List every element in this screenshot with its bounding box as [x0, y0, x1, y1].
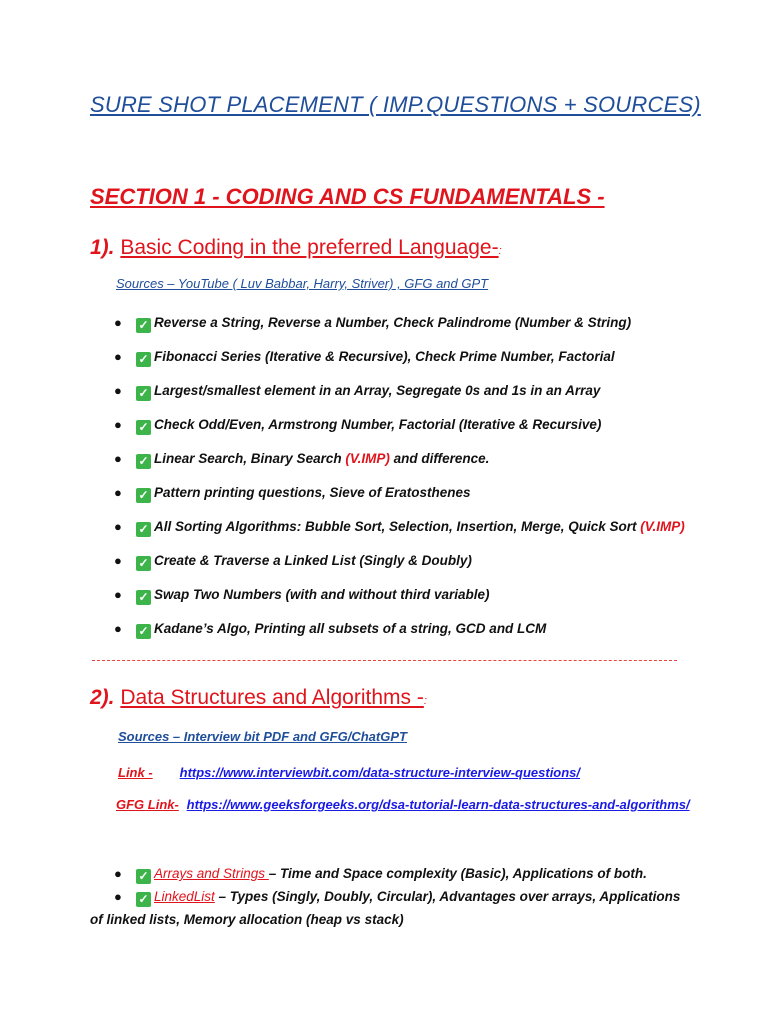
list-item	[90, 552, 710, 586]
interviewbit-link-row	[118, 765, 580, 780]
check-mark-icon: ✓	[136, 454, 151, 469]
gfg-link-label: GFG Link-	[116, 797, 179, 812]
bullet-icon: ●	[114, 621, 122, 636]
item-text: – Time and Space complexity (Basic), Applications of both.	[268, 866, 647, 881]
list-item	[90, 348, 710, 382]
check-mark-icon: ✓	[136, 420, 151, 435]
item-text: Swap Two Numbers (with and without third variable)	[154, 587, 490, 602]
item-text: – Types (Singly, Doubly, Circular), Advantages over arrays, Applications	[214, 889, 681, 904]
bullet-icon: ●	[114, 485, 122, 500]
item-text: All Sorting Algorithms: Bubble Sort, Selection, Insertion, Merge, Quick Sort	[154, 519, 641, 534]
list-item	[90, 862, 690, 885]
topic-keyword: LinkedList	[154, 889, 215, 904]
list-item	[90, 416, 710, 450]
list-item	[90, 314, 710, 348]
list-item	[90, 382, 710, 416]
part-2-heading	[90, 686, 427, 710]
item-text: Create & Traverse a Linked List (Singly & Doubly)	[154, 553, 472, 568]
list-item	[90, 518, 710, 552]
item-text-continued: of linked lists, Memory allocation (heap vs stack)	[90, 912, 404, 927]
part-1-heading-text: Basic Coding in the preferred Language-	[120, 236, 499, 259]
item-text: Kadane’s Algo, Printing all subsets of a string, GCD and LCM	[154, 621, 547, 636]
item-text: Fibonacci Series (Iterative & Recursive), Check Prime Number, Factorial	[154, 349, 615, 364]
document-title: SURE SHOT PLACEMENT ( IMP.QUESTIONS + SOURCES)	[90, 92, 701, 117]
bullet-icon: ●	[114, 315, 122, 330]
bullet-icon: ●	[114, 451, 122, 466]
list-item	[90, 484, 710, 518]
check-mark-icon: ✓	[136, 352, 151, 367]
bullet-icon: ●	[114, 417, 122, 432]
gfg-link[interactable]: https://www.geeksforgeeks.org/dsa-tutorial-learn-data-structures-and-algorithms/	[186, 797, 690, 812]
part-2-list	[90, 862, 690, 931]
part-1-heading	[90, 236, 502, 260]
part-1-sources: Sources – YouTube ( Luv Babbar, Harry, Striver) , GFG and GPT	[116, 276, 489, 291]
bullet-icon: ●	[114, 519, 122, 534]
item-text: Pattern printing questions, Sieve of Eratosthenes	[154, 485, 471, 500]
list-item	[90, 450, 710, 484]
list-item	[90, 586, 710, 620]
section-divider	[92, 660, 677, 661]
item-text: Largest/smallest element in an Array, Segregate 0s and 1s in an Array	[154, 383, 601, 398]
bullet-icon: ●	[114, 889, 122, 904]
item-text: Check Odd/Even, Armstrong Number, Factorial (Iterative & Recursive)	[154, 417, 602, 432]
check-mark-icon: ✓	[136, 522, 151, 537]
check-mark-icon: ✓	[136, 556, 151, 571]
bullet-icon: ●	[114, 587, 122, 602]
check-mark-icon: ✓	[136, 488, 151, 503]
topic-keyword: Arrays and Strings	[154, 866, 269, 881]
check-mark-icon: ✓	[136, 624, 151, 639]
part-2-heading-text: Data Structures and Algorithms -	[120, 686, 424, 709]
list-item	[90, 885, 690, 931]
interviewbit-link[interactable]: https://www.interviewbit.com/data-structure-interview-questions/	[179, 765, 581, 780]
link-label: Link -	[118, 765, 153, 780]
bullet-icon: ●	[114, 553, 122, 568]
item-text: Linear Search, Binary Search	[154, 451, 346, 466]
gfg-link-row	[116, 797, 690, 812]
check-mark-icon: ✓	[136, 590, 151, 605]
check-mark-icon: ✓	[136, 869, 151, 884]
item-text: Reverse a String, Reverse a Number, Check Palindrome (Number & String)	[154, 315, 632, 330]
part-2-number: 2).	[90, 686, 115, 709]
vimp-tag: (V.IMP)	[345, 451, 390, 466]
item-text-after: and difference.	[389, 451, 490, 466]
part-2-sources: Sources – Interview bit PDF and GFG/ChatGPT	[118, 729, 407, 744]
check-mark-icon: ✓	[136, 892, 151, 907]
check-mark-icon: ✓	[136, 318, 151, 333]
bullet-icon: ●	[114, 349, 122, 364]
part-1-heading-trail: :	[498, 245, 502, 257]
part-2-heading-trail: :	[423, 695, 427, 707]
check-mark-icon: ✓	[136, 386, 151, 401]
bullet-icon: ●	[114, 383, 122, 398]
list-item	[90, 620, 710, 654]
section-1-title: SECTION 1 - CODING AND CS FUNDAMENTALS -	[90, 184, 605, 209]
vimp-tag: (V.IMP)	[640, 519, 685, 534]
part-1-number: 1).	[90, 236, 115, 259]
part-1-list	[90, 314, 710, 654]
bullet-icon: ●	[114, 866, 122, 881]
